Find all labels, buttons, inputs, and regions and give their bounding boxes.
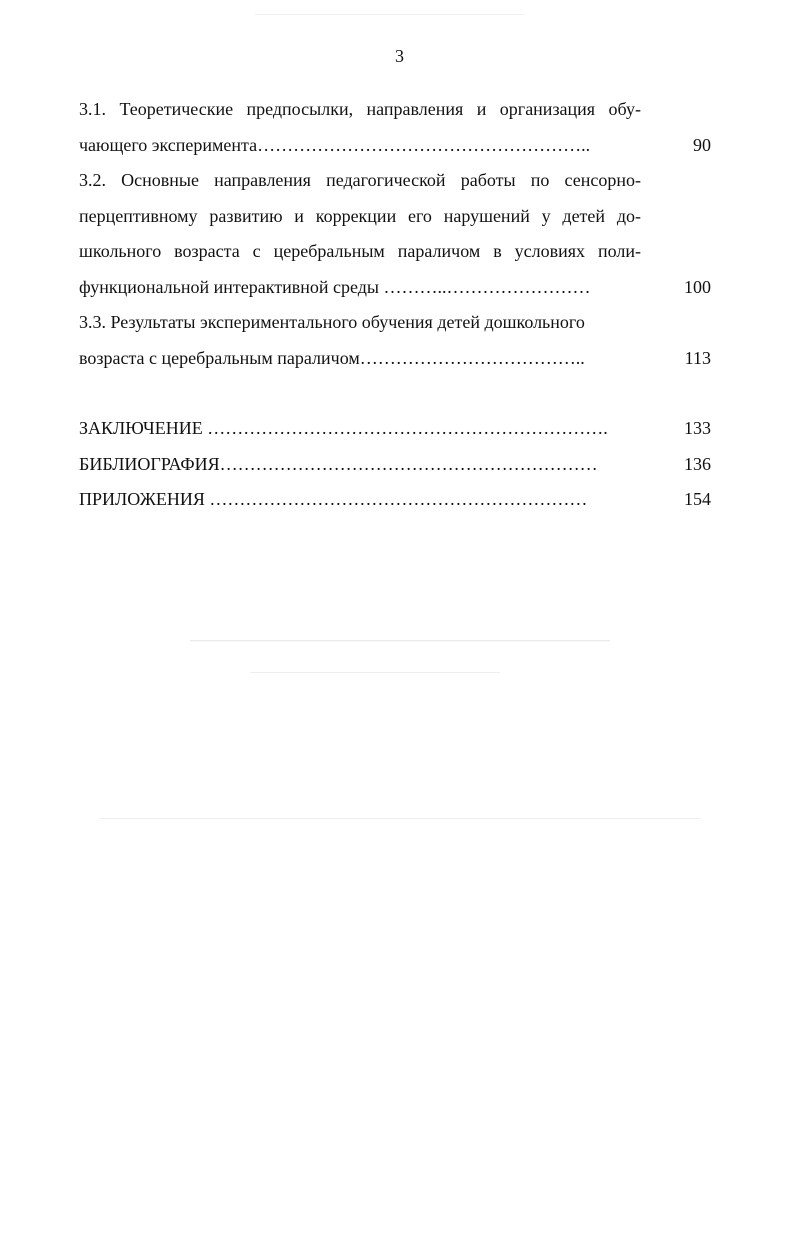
table-of-contents xyxy=(79,92,711,518)
toc-entry-page: 90 xyxy=(693,134,711,155)
toc-entry-line: 3.2. Основные направления педагогической работы по сенсорно- xyxy=(79,170,641,190)
toc-section-title: ЗАКЛЮЧЕНИЕ …………………………………………………………. xyxy=(79,418,608,438)
toc-entry-line: возраста с церебральным параличом……………………………….. xyxy=(79,347,585,368)
toc-entry-page: 113 xyxy=(684,347,711,368)
toc-section-appendices xyxy=(79,482,711,518)
toc-entry-line: школьного возраста с церебральным параличом в условиях поли- xyxy=(79,241,641,261)
toc-section-conclusion xyxy=(79,411,711,447)
toc-entry-3-3 xyxy=(79,305,711,376)
toc-entry-page: 100 xyxy=(684,276,711,297)
page-number: 3 xyxy=(395,46,404,66)
toc-section-page: 133 xyxy=(684,418,711,438)
toc-section-title: БИБЛИОГРАФИЯ……………………………………………………… xyxy=(79,453,598,474)
toc-section-page: 154 xyxy=(684,489,711,509)
toc-section-title: ПРИЛОЖЕНИЯ ……………………………………………………… xyxy=(79,489,588,509)
section-spacer xyxy=(79,376,711,411)
toc-entry-line: чающего эксперимента……………………………………………….. xyxy=(79,134,591,155)
toc-entry-line: 3.1. Теоретические предпосылки, направления и организация обу- xyxy=(79,99,641,119)
toc-entry-line: перцептивному развитию и коррекции его нарушений у детей до- xyxy=(79,205,641,226)
toc-section-bibliography xyxy=(79,447,711,483)
toc-entry-3-1 xyxy=(79,92,711,163)
toc-entry-line: 3.3. Результаты экспериментального обучения детей дошкольного xyxy=(79,312,585,332)
toc-section-page: 136 xyxy=(684,453,711,474)
toc-entry-3-2 xyxy=(79,163,711,305)
toc-entry-line: функциональной интерактивной среды ………..…………………… xyxy=(79,276,591,297)
